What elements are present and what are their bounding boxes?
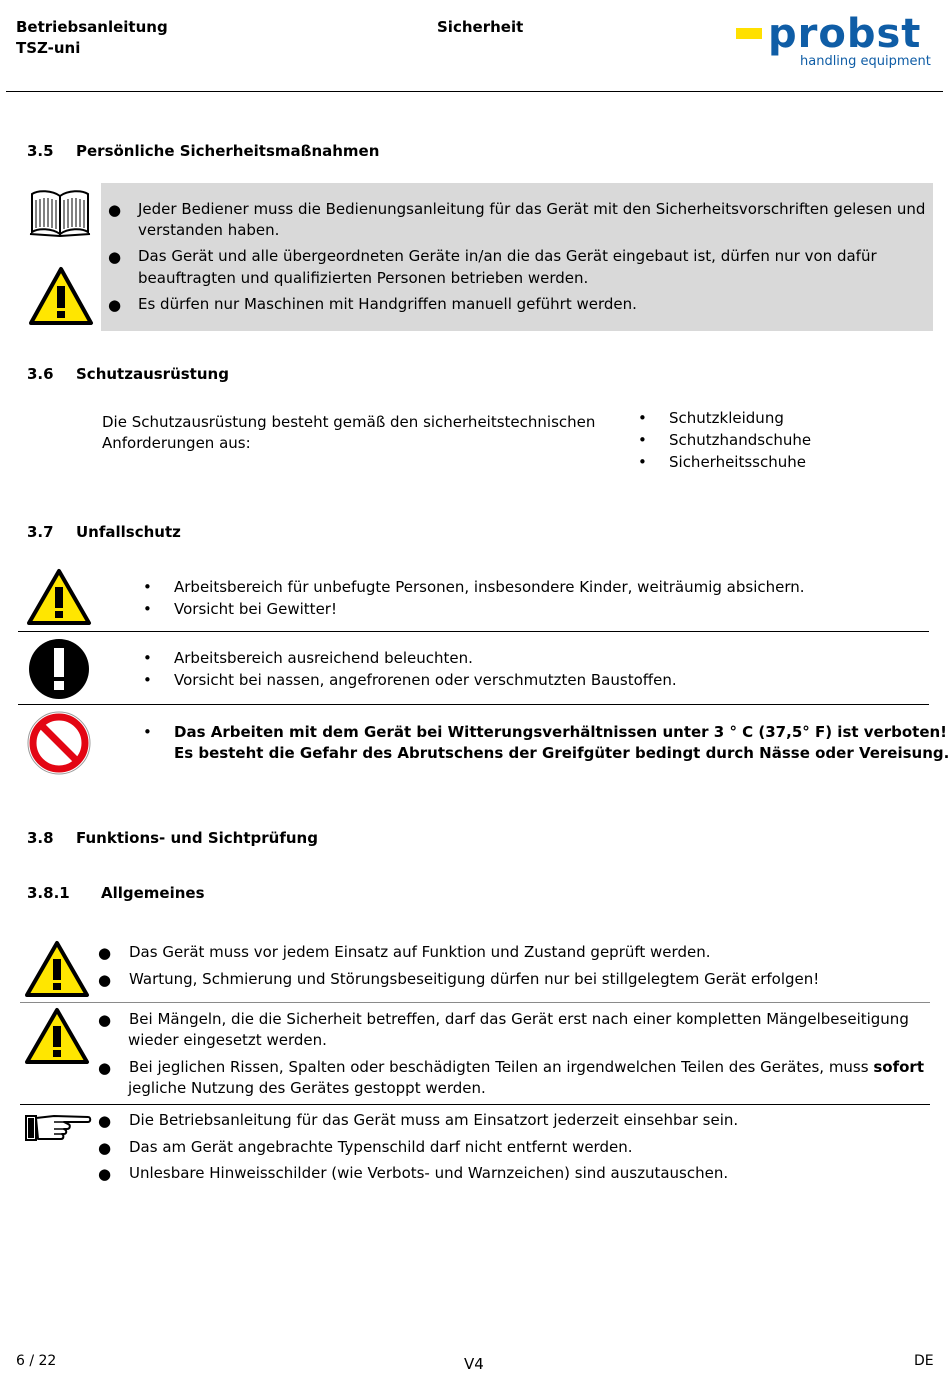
bullet: ● bbox=[108, 296, 122, 314]
list-item: Das am Gerät angebrachte Typenschild darf nicht entfernt werden. bbox=[129, 1138, 633, 1156]
bullet: • bbox=[638, 409, 647, 427]
list-item: Arbeitsbereich ausreichend beleuchten. bbox=[174, 649, 473, 667]
list-item: Vorsicht bei Gewitter! bbox=[174, 600, 337, 618]
header-rule bbox=[6, 91, 943, 92]
bullet: • bbox=[143, 649, 152, 667]
list-item-continued: wieder eingesetzt werden. bbox=[128, 1031, 327, 1049]
list-item: Jeder Bediener muss die Bedienungsanleitung für das Gerät mit den Sicherheitsvorschriften gelesen und bbox=[138, 200, 926, 218]
list-item-continued: jegliche Nutzung des Gerätes gestoppt werden. bbox=[128, 1079, 486, 1097]
list-item: Die Betriebsanleitung für das Gerät muss am Einsatzort jederzeit einsehbar sein. bbox=[129, 1111, 739, 1129]
pointing-hand-icon bbox=[24, 1110, 92, 1146]
language-label: DE bbox=[914, 1353, 934, 1369]
page-number: 6 / 22 bbox=[16, 1353, 57, 1369]
prohibition-text-cont: Es besteht die Gefahr des Abrutschens der Greifgüter bedingt durch Nässe oder Vereisung. bbox=[174, 744, 950, 762]
bullet: ● bbox=[98, 1059, 112, 1077]
section-title: Persönliche Sicherheitsmaßnahmen bbox=[76, 142, 380, 160]
bullet: ● bbox=[108, 248, 122, 266]
logo-subtitle: handling equipment bbox=[800, 54, 931, 69]
section-title: Funktions- und Sichtprüfung bbox=[76, 829, 318, 847]
subsection-number: 3.8.1 bbox=[27, 884, 70, 902]
warning-icon bbox=[26, 568, 92, 626]
doc-title: Betriebsanleitung bbox=[16, 18, 168, 36]
list-item: Bei Mängeln, die die Sicherheit betreffen, darf das Gerät erst nach einer kompletten Mängelbeseitigung bbox=[129, 1010, 909, 1028]
list-item-continued: beauftragten und qualifizierten Personen betrieben werden. bbox=[138, 269, 589, 287]
warning-icon bbox=[24, 1007, 90, 1065]
bullet: • bbox=[143, 671, 152, 689]
section-title: Unfallschutz bbox=[76, 523, 181, 541]
logo-yellow-bar bbox=[736, 28, 762, 39]
section-number: 3.7 bbox=[27, 523, 54, 541]
bullet: ● bbox=[98, 1011, 112, 1029]
section-number: 3.5 bbox=[27, 142, 54, 160]
divider bbox=[18, 631, 929, 632]
bullet: • bbox=[143, 723, 152, 741]
list-item: Unlesbare Hinweisschilder (wie Verbots- und Warnzeichen) sind auszutauschen. bbox=[129, 1164, 729, 1182]
equipment-item: Sicherheitsschuhe bbox=[669, 453, 806, 471]
prohibition-text: Das Arbeiten mit dem Gerät bei Witterungsverhältnissen unter 3 ° C (37,5° F) ist verboten! bbox=[174, 723, 948, 741]
version-label: V4 bbox=[464, 1355, 484, 1373]
list-item bbox=[129, 1057, 924, 1078]
list-item-continued: verstanden haben. bbox=[138, 221, 280, 239]
warning-icon bbox=[24, 940, 90, 998]
bullet: ● bbox=[108, 201, 122, 219]
list-item: Vorsicht bei nassen, angefrorenen oder verschmutzten Baustoffen. bbox=[174, 671, 677, 689]
equipment-item: Schutzkleidung bbox=[669, 409, 784, 427]
section-title: Schutzausrüstung bbox=[76, 365, 229, 383]
book-icon bbox=[28, 188, 92, 238]
bullet: • bbox=[143, 600, 152, 618]
subsection-title: Allgemeines bbox=[101, 884, 205, 902]
bullet: ● bbox=[98, 1165, 112, 1183]
list-item: Das Gerät muss vor jedem Einsatz auf Funktion und Zustand geprüft werden. bbox=[129, 943, 711, 961]
section-number: 3.8 bbox=[27, 829, 54, 847]
list-item: Wartung, Schmierung und Störungsbeseitigung dürfen nur bei stillgelegtem Gerät erfolgen! bbox=[129, 970, 820, 988]
doc-model: TSZ-uni bbox=[16, 39, 81, 57]
list-item: Es dürfen nur Maschinen mit Handgriffen manuell geführt werden. bbox=[138, 295, 637, 313]
bullet: ● bbox=[98, 944, 112, 962]
probst-logo bbox=[736, 11, 936, 74]
divider bbox=[20, 1104, 930, 1105]
bullet: ● bbox=[98, 1139, 112, 1157]
equipment-intro-text: Die Schutzausrüstung besteht gemäß den sicherheitstechnischen bbox=[102, 413, 596, 431]
bullet: • bbox=[143, 578, 152, 596]
bullet: ● bbox=[98, 1112, 112, 1130]
bullet: ● bbox=[98, 971, 112, 989]
header-section: Sicherheit bbox=[437, 18, 524, 36]
divider bbox=[18, 704, 929, 705]
warning-icon bbox=[28, 266, 94, 326]
list-item: Arbeitsbereich für unbefugte Personen, insbesondere Kinder, weiträumig absichern. bbox=[174, 578, 805, 596]
list-item-text: Bei jeglichen Rissen, Spalten oder beschädigten Teilen an irgendwelchen Teilen des Gerätes, muss bbox=[129, 1058, 869, 1076]
prohibition-icon bbox=[27, 711, 91, 775]
emphasis-text: sofort bbox=[873, 1058, 924, 1076]
notice-exclamation-icon bbox=[28, 638, 90, 700]
section-number: 3.6 bbox=[27, 365, 54, 383]
divider bbox=[20, 1002, 930, 1003]
bullet: • bbox=[638, 453, 647, 471]
equipment-intro-text-cont: Anforderungen aus: bbox=[102, 434, 251, 452]
list-item: Das Gerät und alle übergeordneten Geräte in/an die das Gerät eingebaut ist, dürfen nur von dafür bbox=[138, 247, 877, 265]
bullet: • bbox=[638, 431, 647, 449]
equipment-item: Schutzhandschuhe bbox=[669, 431, 812, 449]
logo-word: probst bbox=[768, 11, 922, 57]
